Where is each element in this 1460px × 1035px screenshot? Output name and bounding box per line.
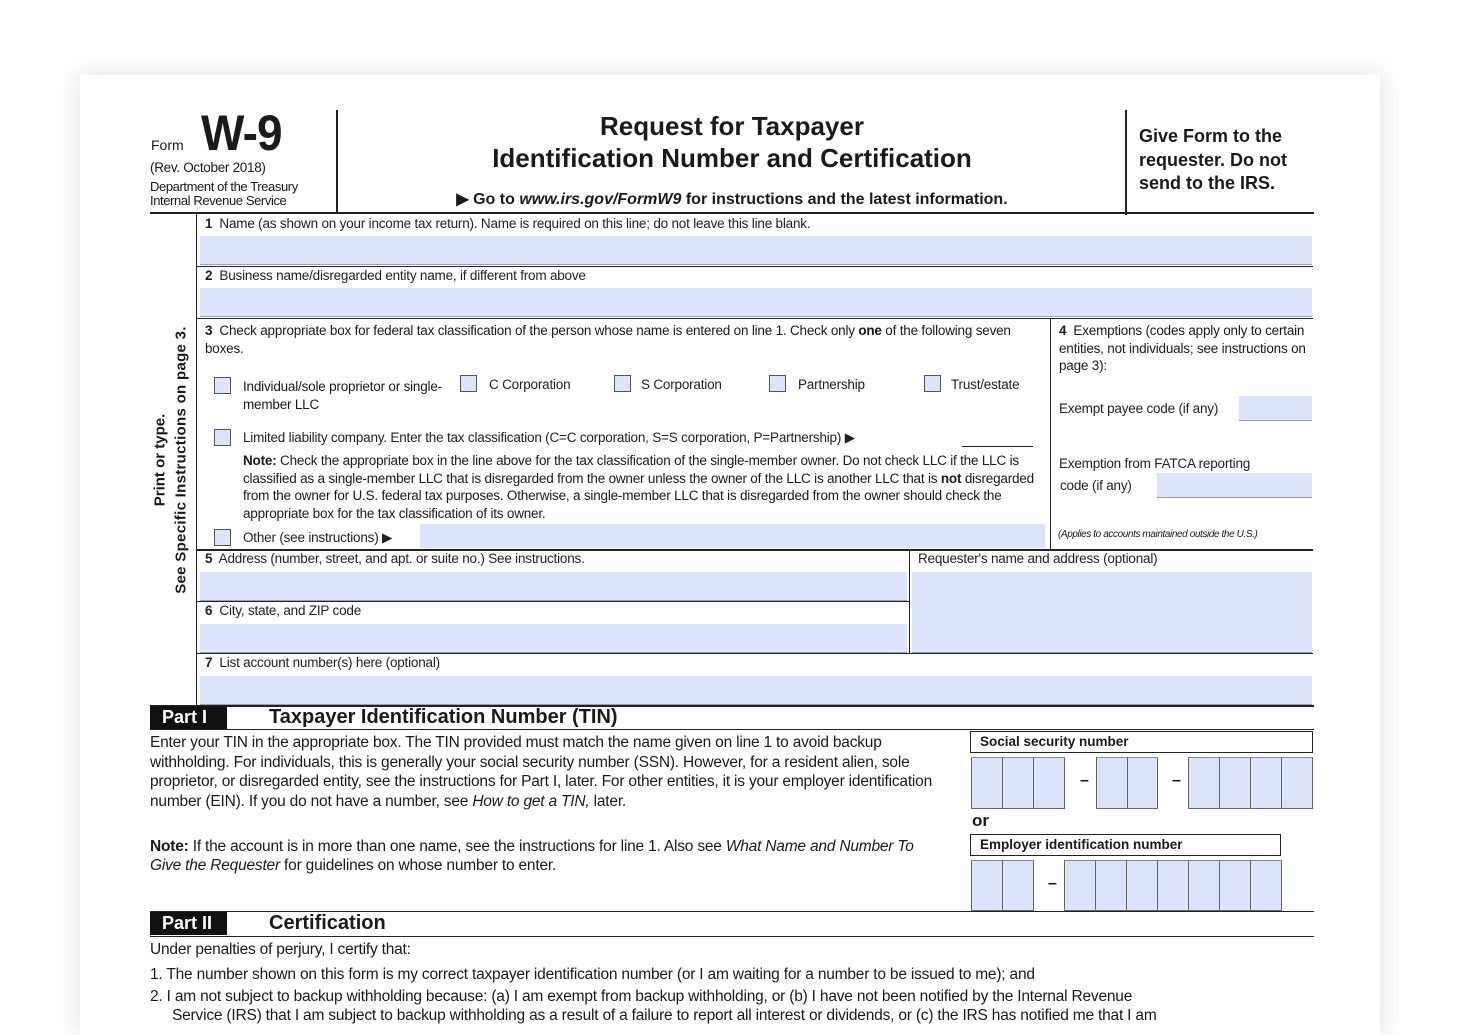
ssn-digit[interactable] — [971, 757, 1003, 809]
ein-digit[interactable] — [1188, 860, 1220, 911]
checkbox-other[interactable] — [214, 529, 231, 546]
ssn-digit[interactable] — [1002, 757, 1034, 809]
line7-label: 7 List account number(s) here (optional) — [205, 655, 440, 670]
ssn-digit[interactable] — [1188, 757, 1220, 809]
checkbox-individual[interactable] — [214, 377, 231, 394]
option-partnership: Partnership — [798, 377, 865, 392]
line5-label: 5 Address (number, street, and apt. or suite no.) See instructions. — [205, 551, 585, 566]
line2-label: 2 Business name/disregarded entity name, if different from above — [205, 268, 586, 283]
other-label: Other (see instructions) ▶ — [243, 530, 393, 545]
ein-digit[interactable] — [1095, 860, 1127, 911]
ein-digit[interactable] — [1064, 860, 1096, 911]
exempt-payee-input[interactable] — [1239, 396, 1312, 421]
form-word: Form — [151, 137, 184, 153]
sidebar-divider — [196, 213, 197, 705]
checkbox-c-corporation[interactable] — [460, 375, 477, 392]
certification-item: 2. I am not subject to backup withholding because: (a) I am exempt from backup withholding, or (b) I have not been notified by the Internal Revenue — [150, 988, 1133, 1005]
fatca-code-input[interactable] — [1157, 473, 1312, 498]
line3-label: 3 Check appropriate box for federal tax classification of the person whose name is entered on line 1. Check only one of the following seven boxes. — [205, 323, 1011, 356]
part1-tag: Part I — [150, 706, 227, 729]
give-form-line: requester. Do not — [1139, 149, 1288, 170]
ssn-label: Social security number — [970, 731, 1313, 753]
ein-dash: – — [1048, 875, 1057, 892]
rule — [1050, 318, 1051, 549]
ein-digit[interactable] — [1219, 860, 1251, 911]
title-line-1: Request for Taxpayer — [600, 111, 864, 141]
goto-suffix: for instructions and the latest information. — [681, 191, 1008, 208]
line1-label: 1 Name (as shown on your income tax return). Name is required on this line; do not leave this line blank. — [205, 216, 811, 231]
business-name-input[interactable] — [200, 288, 1312, 317]
rule — [197, 318, 1313, 319]
ein-label: Employer identification number — [970, 834, 1281, 856]
rule — [150, 729, 1314, 730]
exemptions-label: 4 Exemptions (codes apply only to certain entities, not individuals; see instructions on page 3): — [1059, 323, 1306, 373]
option-s-corporation: S Corporation — [641, 377, 722, 392]
llc-note: Note: Check the appropriate box in the line above for the tax classification of the single-member owner. Do not check LLC if the LLC is classified as a single-member LLC that is disregarded from the owner unless the owner of the LLC is another LLC that is not disregarded from the owner for U.S. federal tax purposes. Otherwise, a single-member LLC that is disregarded from the owner should check the appropriate box for the tax classification of its owner. — [243, 453, 1034, 521]
ein-digit[interactable] — [1157, 860, 1189, 911]
ssn-digit[interactable] — [1096, 757, 1128, 809]
checkbox-partnership[interactable] — [769, 375, 786, 392]
city-state-zip-input[interactable] — [200, 624, 907, 653]
option-individual: Individual/sole proprietor or single-member LLC — [243, 379, 442, 412]
department: Department of the Treasury — [150, 179, 298, 194]
llc-classification-input[interactable] — [962, 421, 1033, 447]
rule — [150, 936, 1314, 937]
ein-digit[interactable] — [971, 860, 1003, 911]
see-instructions: See Specific Instructions on page 3. — [172, 326, 190, 594]
llc-label: Limited liability company. Enter the tax classification (C=C corporation, S=S corporation, P=Partnership) ▶ — [243, 430, 855, 445]
or-label: or — [972, 811, 989, 830]
certification-intro: Under penalties of perjury, I certify that: — [150, 941, 411, 958]
certification-item: Service (IRS) that I am subject to backup withholding as a result of a failure to report all interest or dividends, or (c) the IRS has notified me that I am — [172, 1007, 1157, 1024]
title-line-2: Identification Number and Certification — [492, 143, 972, 173]
requester-label: Requester's name and address (optional) — [918, 551, 1158, 566]
give-form-note — [1139, 125, 1287, 196]
fatca-applies-note: (Applies to accounts maintained outside the U.S.) — [1058, 529, 1258, 540]
account-numbers-input[interactable] — [200, 676, 1312, 705]
give-form-line: send to the IRS. — [1139, 173, 1276, 193]
other-input[interactable] — [420, 524, 1045, 548]
exempt-payee-label: Exempt payee code (if any) — [1059, 401, 1219, 416]
rule — [197, 653, 1313, 654]
ssn-digit[interactable] — [1127, 757, 1158, 809]
goto-prefix: ▶ Go to — [456, 191, 520, 208]
option-c-corporation: C Corporation — [489, 377, 571, 392]
checkbox-trust-estate[interactable] — [924, 375, 941, 392]
irs-link[interactable]: www.irs.gov/FormW9 — [519, 191, 682, 208]
ssn-dash: – — [1172, 772, 1181, 789]
give-form-line: Give Form to the — [1139, 126, 1283, 146]
print-or-type: Print or type. — [151, 413, 169, 507]
checkbox-llc[interactable] — [214, 429, 231, 446]
form-title — [338, 110, 1126, 174]
ein-digit[interactable] — [1126, 860, 1158, 911]
rule — [197, 266, 1313, 267]
ssn-digit[interactable] — [1281, 757, 1313, 809]
option-trust-estate: Trust/estate — [951, 377, 1020, 392]
checkbox-s-corporation[interactable] — [614, 375, 631, 392]
ein-digit[interactable] — [1250, 860, 1282, 911]
fatca-label: Exemption from FATCA reporting — [1059, 456, 1251, 471]
part1-instructions: Enter your TIN in the appropriate box. The TIN provided must match the name given on line 1 to avoid backup withholding. For individuals, this is generally your social security number (SSN). However, for a resident alien, sole proprietor, or disregarded entity, see the instructions for Part I, later. For other entities, it is your employer identification number (EIN). If you do not have a number, see How to get a TIN, later. — [150, 734, 933, 810]
goto-line — [338, 189, 1126, 209]
part1-note: Note: If the account is in more than one name, see the instructions for line 1. Also see What Name and Number To Give the Requester for guidelines on whose number to enter. — [150, 838, 914, 874]
address-input[interactable] — [200, 572, 907, 601]
ssn-digit[interactable] — [1033, 757, 1065, 809]
name-input[interactable] — [200, 236, 1312, 265]
ein-digit[interactable] — [1002, 860, 1034, 911]
ssn-dash: – — [1080, 772, 1089, 789]
part2-tag: Part II — [150, 912, 227, 935]
ssn-digit[interactable] — [1250, 757, 1282, 809]
revision-date: (Rev. October 2018) — [150, 160, 266, 175]
fatca-label-2: code (if any) — [1060, 478, 1132, 493]
part2-title: Certification — [269, 912, 386, 934]
certification-item: 1. The number shown on this form is my correct taxpayer identification number (or I am waiting for a number to be issued to me); and — [150, 966, 1035, 983]
form-number: W-9 — [201, 105, 282, 161]
agency: Internal Revenue Service — [150, 193, 287, 208]
part1-title: Taxpayer Identification Number (TIN) — [269, 706, 618, 728]
ssn-digit[interactable] — [1219, 757, 1251, 809]
requester-input[interactable] — [912, 572, 1312, 653]
header-rule — [150, 212, 1314, 214]
header-divider-right — [1125, 110, 1127, 215]
rule — [197, 601, 910, 602]
line6-label: 6 City, state, and ZIP code — [205, 603, 361, 618]
